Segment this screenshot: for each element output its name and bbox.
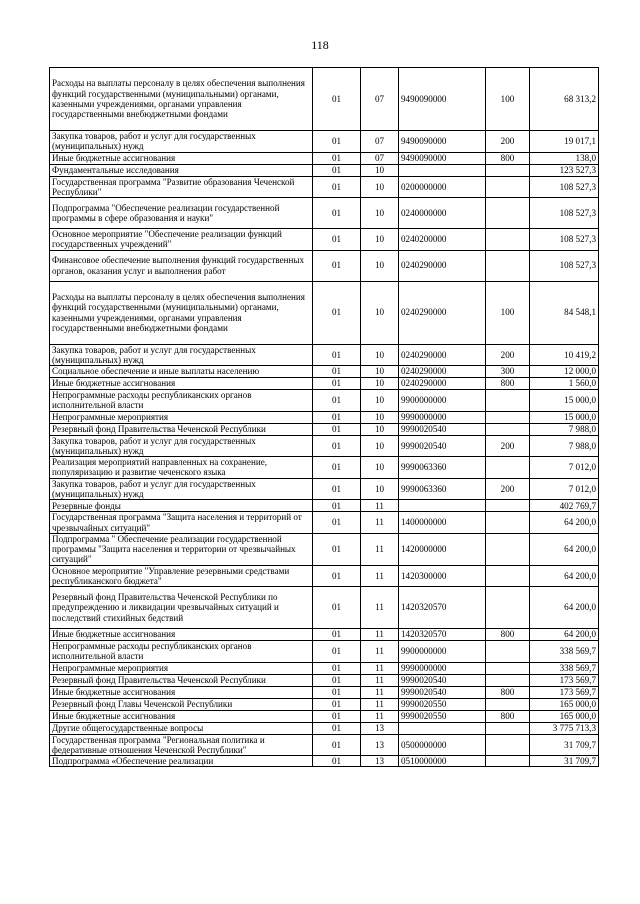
row-amount: 84 548,1 (530, 281, 599, 344)
row-subsection: 11 (361, 500, 399, 512)
row-name: Непрограммные мероприятия (50, 411, 313, 423)
row-target-article: 9900000000 (399, 390, 486, 412)
row-subsection: 10 (361, 344, 399, 366)
row-subsection: 10 (361, 250, 399, 281)
row-section: 01 (313, 662, 361, 674)
table-row (50, 629, 599, 641)
row-expense-type (486, 423, 530, 435)
row-amount: 108 527,3 (530, 250, 599, 281)
row-expense-type (486, 662, 530, 674)
row-name: Финансовое обеспечение выполнения функций государственных органов, оказания услуг и выполнения работ (50, 250, 313, 281)
row-expense-type (486, 457, 530, 479)
row-name: Закупка товаров, работ и услуг для государственных (муниципальных) нужд (50, 131, 313, 153)
row-subsection: 11 (361, 629, 399, 641)
row-subsection: 11 (361, 662, 399, 674)
row-expense-type: 300 (486, 366, 530, 378)
table-row (50, 565, 599, 587)
row-subsection: 11 (361, 587, 399, 629)
row-target-article: 9990063360 (399, 478, 486, 500)
row-section: 01 (313, 366, 361, 378)
table-row (50, 756, 599, 767)
row-name: Закупка товаров, работ и услуг для государственных (муниципальных) нужд (50, 435, 313, 457)
row-subsection: 10 (361, 457, 399, 479)
row-amount: 165 000,0 (530, 698, 599, 710)
row-section: 01 (313, 457, 361, 479)
row-section: 01 (313, 698, 361, 710)
row-target-article: 9490090000 (399, 152, 486, 164)
row-target-article: 9990020550 (399, 698, 486, 710)
row-amount: 7 988,0 (530, 435, 599, 457)
row-expense-type (486, 229, 530, 251)
table-row (50, 500, 599, 512)
table-row (50, 250, 599, 281)
row-target-article: 9990020540 (399, 435, 486, 457)
row-name: Резервные фонды (50, 500, 313, 512)
row-target-article: 9990020540 (399, 674, 486, 686)
row-subsection: 11 (361, 512, 399, 534)
row-amount: 64 200,0 (530, 565, 599, 587)
row-section: 01 (313, 710, 361, 722)
row-amount: 1 560,0 (530, 378, 599, 390)
row-expense-type (486, 756, 530, 767)
row-amount: 402 769,7 (530, 500, 599, 512)
row-name: Государственная программа "Развитие образования Чеченской Республики" (50, 176, 313, 198)
table-row (50, 734, 599, 756)
table-row (50, 281, 599, 344)
row-section: 01 (313, 198, 361, 229)
row-amount: 138,0 (530, 152, 599, 164)
row-section: 01 (313, 533, 361, 565)
row-target-article: 0240200000 (399, 229, 486, 251)
row-subsection: 10 (361, 423, 399, 435)
row-name: Основное мероприятие "Обеспечение реализации функций государственных учреждений" (50, 229, 313, 251)
row-target-article: 0240000000 (399, 198, 486, 229)
row-target-article: 0240290000 (399, 378, 486, 390)
row-section: 01 (313, 68, 361, 131)
row-section: 01 (313, 344, 361, 366)
table-row (50, 710, 599, 722)
row-subsection: 07 (361, 68, 399, 131)
page-number: 118 (311, 38, 329, 52)
row-expense-type (486, 587, 530, 629)
row-subsection: 10 (361, 411, 399, 423)
row-target-article: 0240290000 (399, 344, 486, 366)
row-amount: 173 569,7 (530, 686, 599, 698)
row-expense-type: 100 (486, 281, 530, 344)
row-subsection: 11 (361, 698, 399, 710)
row-name: Резервный фонд Главы Чеченской Республики (50, 698, 313, 710)
row-name: Иные бюджетные ассигнования (50, 710, 313, 722)
table-row (50, 411, 599, 423)
row-target-article (399, 722, 486, 734)
row-expense-type (486, 734, 530, 756)
row-subsection: 10 (361, 176, 399, 198)
row-expense-type (486, 533, 530, 565)
row-target-article: 1400000000 (399, 512, 486, 534)
table-row (50, 423, 599, 435)
table-row (50, 164, 599, 176)
row-name: Подпрограмма " Обеспечение реализации государственной программы "Защита населения и территории от чрезвычайных ситуаций" (50, 533, 313, 565)
row-amount: 64 200,0 (530, 533, 599, 565)
row-name: Реализация мероприятий направленных на сохранение, популяризацию и развитие чеченского языка (50, 457, 313, 479)
row-amount: 19 017,1 (530, 131, 599, 153)
row-name: Резервный фонд Правительства Чеченской Республики (50, 674, 313, 686)
row-subsection: 13 (361, 734, 399, 756)
row-target-article: 0500000000 (399, 734, 486, 756)
row-amount: 7 988,0 (530, 423, 599, 435)
row-section: 01 (313, 176, 361, 198)
row-name: Фундаментальные исследования (50, 164, 313, 176)
row-section: 01 (313, 674, 361, 686)
row-subsection: 10 (361, 198, 399, 229)
table-row (50, 674, 599, 686)
row-target-article: 1420300000 (399, 565, 486, 587)
row-section: 01 (313, 686, 361, 698)
table-row (50, 662, 599, 674)
table-row (50, 686, 599, 698)
row-expense-type (486, 250, 530, 281)
row-name: Иные бюджетные ассигнования (50, 686, 313, 698)
row-subsection: 11 (361, 710, 399, 722)
row-amount: 31 709,7 (530, 756, 599, 767)
table-row (50, 390, 599, 412)
row-expense-type (486, 390, 530, 412)
row-expense-type: 200 (486, 131, 530, 153)
row-name: Резервный фонд Правительства Чеченской Республики по предупреждению и ликвидации чрезвычайных ситуаций и последствий стихийных бедствий (50, 587, 313, 629)
row-name: Государственная программа "Защита населения и территорий от чрезвычайных ситуаций" (50, 512, 313, 534)
table-row (50, 176, 599, 198)
row-amount: 165 000,0 (530, 710, 599, 722)
budget-table (49, 67, 599, 767)
table-row (50, 198, 599, 229)
row-name: Иные бюджетные ассигнования (50, 629, 313, 641)
row-name: Непрограммные расходы республиканских органов исполнительной власти (50, 390, 313, 412)
row-name: Расходы на выплаты персоналу в целях обеспечения выполнения функций государственными (муниципальными) органами, казенными учреждениями, органами управления государственными внебюджетными фондами (50, 281, 313, 344)
row-target-article: 1420320570 (399, 587, 486, 629)
table-row (50, 641, 599, 663)
row-subsection: 13 (361, 722, 399, 734)
row-amount: 64 200,0 (530, 512, 599, 534)
row-subsection: 07 (361, 131, 399, 153)
table-row (50, 478, 599, 500)
row-section: 01 (313, 629, 361, 641)
row-target-article: 9490090000 (399, 131, 486, 153)
row-expense-type (486, 565, 530, 587)
row-expense-type: 200 (486, 344, 530, 366)
row-expense-type: 200 (486, 478, 530, 500)
row-section: 01 (313, 641, 361, 663)
row-target-article: 1420320570 (399, 629, 486, 641)
row-section: 01 (313, 229, 361, 251)
row-amount: 10 419,2 (530, 344, 599, 366)
row-section: 01 (313, 390, 361, 412)
row-amount: 123 527,3 (530, 164, 599, 176)
table-row (50, 68, 599, 131)
row-section: 01 (313, 164, 361, 176)
row-expense-type: 800 (486, 710, 530, 722)
table-row (50, 131, 599, 153)
row-target-article: 0200000000 (399, 176, 486, 198)
row-amount: 338 569,7 (530, 641, 599, 663)
row-section: 01 (313, 281, 361, 344)
row-target-article: 9990020550 (399, 710, 486, 722)
row-expense-type (486, 198, 530, 229)
row-subsection: 10 (361, 366, 399, 378)
row-expense-type: 800 (486, 378, 530, 390)
table-row (50, 229, 599, 251)
row-subsection: 10 (361, 435, 399, 457)
row-name: Закупка товаров, работ и услуг для государственных (муниципальных) нужд (50, 344, 313, 366)
row-amount: 64 200,0 (530, 587, 599, 629)
row-subsection: 10 (361, 281, 399, 344)
row-section: 01 (313, 722, 361, 734)
row-expense-type (486, 722, 530, 734)
row-amount: 338 569,7 (530, 662, 599, 674)
row-expense-type: 200 (486, 435, 530, 457)
row-expense-type (486, 674, 530, 686)
row-amount: 108 527,3 (530, 198, 599, 229)
row-amount: 3 775 713,3 (530, 722, 599, 734)
row-expense-type (486, 164, 530, 176)
table-row (50, 366, 599, 378)
row-target-article: 0240290000 (399, 366, 486, 378)
row-section: 01 (313, 435, 361, 457)
row-subsection: 10 (361, 390, 399, 412)
row-target-article (399, 164, 486, 176)
table-row (50, 587, 599, 629)
row-target-article: 9490090000 (399, 68, 486, 131)
row-target-article: 9990020540 (399, 686, 486, 698)
row-name: Государственная программа "Региональная политика и федеративные отношения Чеченской Республики" (50, 734, 313, 756)
row-amount: 15 000,0 (530, 390, 599, 412)
table-row (50, 457, 599, 479)
table-row (50, 722, 599, 734)
row-section: 01 (313, 423, 361, 435)
row-name: Закупка товаров, работ и услуг для государственных (муниципальных) нужд (50, 478, 313, 500)
row-subsection: 07 (361, 152, 399, 164)
row-expense-type (486, 641, 530, 663)
row-name: Подпрограмма "Обеспечение реализации государственной программы в сфере образования и науки" (50, 198, 313, 229)
row-subsection: 10 (361, 378, 399, 390)
row-target-article: 9990000000 (399, 411, 486, 423)
row-name: Непрограммные мероприятия (50, 662, 313, 674)
row-subsection: 11 (361, 565, 399, 587)
row-expense-type (486, 176, 530, 198)
row-name: Расходы на выплаты персоналу в целях обеспечения выполнения функций государственными (муниципальными) органами, казенными учреждениями, органами управления государственными внебюджетными фондами (50, 68, 313, 131)
row-name: Резервный фонд Правительства Чеченской Республики (50, 423, 313, 435)
row-name: Социальное обеспечение и иные выплаты населению (50, 366, 313, 378)
row-section: 01 (313, 500, 361, 512)
row-section: 01 (313, 756, 361, 767)
row-section: 01 (313, 378, 361, 390)
row-section: 01 (313, 152, 361, 164)
row-subsection: 11 (361, 533, 399, 565)
table-row (50, 435, 599, 457)
row-amount: 12 000,0 (530, 366, 599, 378)
row-amount: 7 012,0 (530, 457, 599, 479)
row-section: 01 (313, 250, 361, 281)
row-name: Другие общегосударственные вопросы (50, 722, 313, 734)
row-subsection: 11 (361, 674, 399, 686)
table-row (50, 344, 599, 366)
row-expense-type: 800 (486, 152, 530, 164)
row-target-article (399, 500, 486, 512)
row-amount: 15 000,0 (530, 411, 599, 423)
row-section: 01 (313, 411, 361, 423)
row-expense-type (486, 411, 530, 423)
row-section: 01 (313, 587, 361, 629)
row-subsection: 10 (361, 164, 399, 176)
row-expense-type: 800 (486, 686, 530, 698)
row-name: Подпрограмма «Обеспечение реализации (50, 756, 313, 767)
row-subsection: 11 (361, 686, 399, 698)
row-amount: 173 569,7 (530, 674, 599, 686)
row-expense-type (486, 500, 530, 512)
table-row (50, 698, 599, 710)
row-section: 01 (313, 131, 361, 153)
table-row (50, 378, 599, 390)
row-subsection: 13 (361, 756, 399, 767)
row-target-article: 9900000000 (399, 641, 486, 663)
row-section: 01 (313, 565, 361, 587)
row-amount: 68 313,2 (530, 68, 599, 131)
row-expense-type (486, 698, 530, 710)
row-target-article: 0510000000 (399, 756, 486, 767)
row-expense-type (486, 512, 530, 534)
row-amount: 7 012,0 (530, 478, 599, 500)
row-target-article: 9990063360 (399, 457, 486, 479)
row-target-article: 0240290000 (399, 250, 486, 281)
row-section: 01 (313, 512, 361, 534)
row-name: Иные бюджетные ассигнования (50, 378, 313, 390)
row-target-article: 1420000000 (399, 533, 486, 565)
row-section: 01 (313, 734, 361, 756)
table-row (50, 152, 599, 164)
row-name: Основное мероприятие "Управление резервными средствами республиканского бюджета" (50, 565, 313, 587)
table-row (50, 512, 599, 534)
row-expense-type: 100 (486, 68, 530, 131)
row-amount: 108 527,3 (530, 176, 599, 198)
row-subsection: 10 (361, 478, 399, 500)
row-expense-type: 800 (486, 629, 530, 641)
row-target-article: 9990000000 (399, 662, 486, 674)
row-target-article: 9990020540 (399, 423, 486, 435)
row-subsection: 11 (361, 641, 399, 663)
row-section: 01 (313, 478, 361, 500)
table-row (50, 533, 599, 565)
row-name: Иные бюджетные ассигнования (50, 152, 313, 164)
row-amount: 31 709,7 (530, 734, 599, 756)
row-target-article: 0240290000 (399, 281, 486, 344)
row-amount: 108 527,3 (530, 229, 599, 251)
row-name: Непрограммные расходы республиканских органов исполнительной власти (50, 641, 313, 663)
row-amount: 64 200,0 (530, 629, 599, 641)
row-subsection: 10 (361, 229, 399, 251)
